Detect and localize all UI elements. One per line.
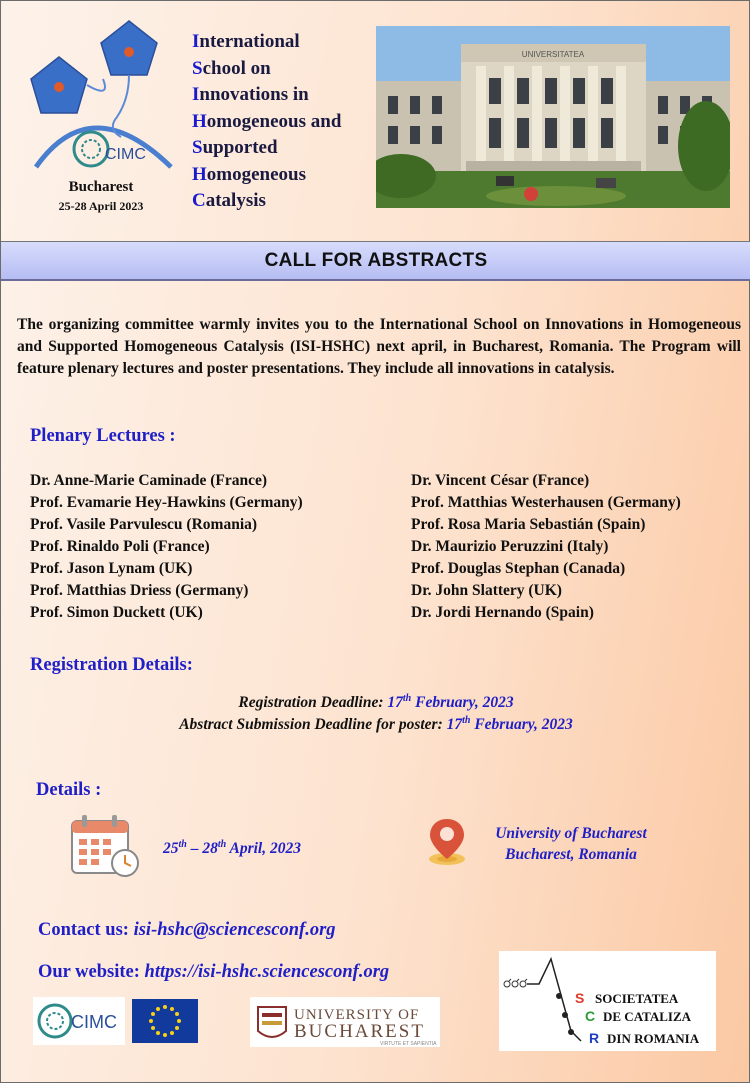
city-label: Bucharest bbox=[68, 179, 134, 195]
eu-flag-logo bbox=[132, 999, 198, 1043]
contact-website: Our website: https://isi-hshc.sciencesconf.org bbox=[38, 962, 390, 982]
contact-email: Contact us: isi-hshc@sciencesconf.org bbox=[38, 920, 336, 940]
lecturer-item: Prof. Douglas Stephan (Canada) bbox=[411, 560, 626, 577]
lecturer-item: Prof. Evamarie Hey-Hawkins (Germany) bbox=[30, 494, 303, 511]
lecturer-item: Prof. Simon Duckett (UK) bbox=[30, 604, 203, 621]
call-for-abstracts-banner bbox=[1, 241, 750, 281]
plenary-heading: Plenary Lectures : bbox=[30, 426, 176, 446]
svg-text:S: S bbox=[575, 990, 585, 1006]
event-date-range: 25th – 28th April, 2023 bbox=[163, 838, 301, 857]
lecturer-item: Dr. Maurizio Peruzzini (Italy) bbox=[411, 538, 609, 555]
university-of-bucharest-logo bbox=[250, 997, 440, 1047]
lecturer-item: Prof. Rosa Maria Sebastián (Spain) bbox=[411, 516, 646, 533]
svg-text:R: R bbox=[589, 1030, 600, 1046]
location-pin-icon bbox=[425, 817, 469, 872]
lecturer-item: Dr. Jordi Hernando (Spain) bbox=[411, 604, 594, 621]
svg-text:C: C bbox=[585, 1008, 596, 1024]
lecturer-item: Dr. Anne-Marie Caminade (France) bbox=[30, 472, 268, 489]
details-heading: Details : bbox=[36, 780, 102, 800]
email-link[interactable]: isi-hshc@sciencesconf.org bbox=[133, 920, 336, 940]
svg-text:DIN ROMANIA: DIN ROMANIA bbox=[607, 1031, 700, 1046]
lecturer-item: Prof. Rinaldo Poli (France) bbox=[30, 538, 210, 555]
lecturer-item: Dr. Vincent César (France) bbox=[411, 472, 590, 489]
lecturer-item: Prof. Jason Lynam (UK) bbox=[30, 560, 193, 577]
lecturer-item: Prof. Vasile Parvulescu (Romania) bbox=[30, 516, 258, 533]
venue-address: University of Bucharest Bucharest, Romania bbox=[495, 825, 647, 863]
svg-text:SOCIETATEA: SOCIETATEA bbox=[595, 991, 679, 1006]
banner-title: CALL FOR ABSTRACTS bbox=[264, 249, 488, 271]
lecturer-item: Dr. John Slattery (UK) bbox=[411, 582, 562, 599]
plenary-list-right bbox=[411, 470, 681, 624]
website-link[interactable]: https://isi-hshc.sciencesconf.org bbox=[144, 962, 390, 982]
plenary-list-left bbox=[30, 470, 303, 624]
svg-text:VIRTUTE ET SAPIENTIA: VIRTUTE ET SAPIENTIA bbox=[380, 1041, 437, 1047]
svg-text:DE CATALIZA: DE CATALIZA bbox=[603, 1009, 692, 1024]
lecturer-item: Prof. Matthias Driess (Germany) bbox=[30, 582, 249, 599]
lecturer-item: Prof. Matthias Westerhausen (Germany) bbox=[411, 494, 681, 511]
intro-paragraph: The organizing committee warmly invites you to the International School on Innovations in Homogeneous and Supported Homogeneous Catalysis (ISI-HSHC) next april, in Bucharest, Romania. The Program will feature plenary lectures and poster presentations. They include all innovations in catalysis. bbox=[17, 316, 741, 377]
svg-text:CIMC: CIMC bbox=[71, 1012, 117, 1032]
school-title: International School on Innovations in Homogeneous and Supported Homogeneous Catalysis bbox=[192, 31, 342, 211]
societatea-de-cataliza-logo bbox=[499, 951, 716, 1051]
registration-heading: Registration Details: bbox=[30, 655, 193, 675]
abstract-deadline: Abstract Submission Deadline for poster: 17th February, 2023 bbox=[179, 714, 573, 733]
svg-text:BUCHAREST: BUCHAREST bbox=[294, 1021, 425, 1042]
calendar-icon bbox=[69, 811, 141, 884]
pentagon-right-icon bbox=[101, 21, 157, 75]
event-dates-label: 25-28 April 2023 bbox=[58, 199, 144, 213]
svg-text:UNIVERSITY OF: UNIVERSITY OF bbox=[294, 1007, 420, 1023]
svg-text:CIMC: CIMC bbox=[105, 146, 146, 163]
cimc-sponsor-logo bbox=[33, 997, 125, 1045]
registration-deadline: Registration Deadline: 17th February, 2023 bbox=[238, 692, 514, 711]
pentagon-left-icon bbox=[31, 57, 87, 113]
university-building-photo bbox=[376, 26, 730, 208]
svg-text:UNIVERSITATEA: UNIVERSITATEA bbox=[521, 50, 585, 59]
